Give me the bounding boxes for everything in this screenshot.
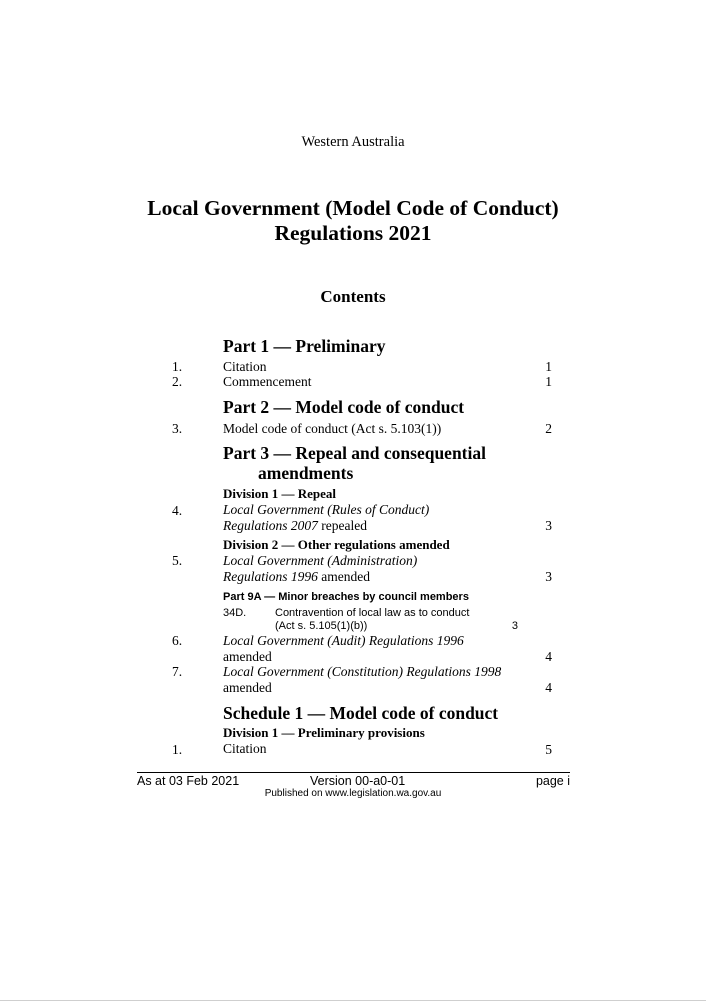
toc-entry-citation[interactable]: Citation xyxy=(223,359,267,374)
reg-entry-line-2: (Act s. 5.105(1)(b)) xyxy=(275,620,368,632)
toc-page-number: 4 xyxy=(545,649,552,664)
toc-entry-italic: Local Government (Audit) Regulations 1996 xyxy=(223,633,464,648)
part-3-heading[interactable] xyxy=(223,443,486,483)
reg-entry-34d[interactable] xyxy=(275,607,469,633)
toc-page-number: 1 xyxy=(545,359,552,374)
toc-page-number: 4 xyxy=(545,680,552,695)
toc-entry-suffix: amended xyxy=(223,680,272,695)
part-2-heading[interactable]: Part 2 — Model code of conduct xyxy=(223,397,465,417)
toc-number: 5. xyxy=(172,553,183,568)
toc-entry-constitution[interactable] xyxy=(223,664,501,696)
toc-page-number: 3 xyxy=(545,569,552,584)
toc-number: 2. xyxy=(172,374,183,389)
toc-number: 1. xyxy=(172,742,183,757)
toc-entry-italic: Regulations 2007 xyxy=(223,518,318,533)
footer-page-label: page i xyxy=(535,774,570,788)
footer-as-at: As at 03 Feb 2021 xyxy=(137,774,240,788)
toc-entry-suffix: repealed xyxy=(317,518,367,533)
reg-entry-line-1: Contravention of local law as to conduct xyxy=(275,607,470,619)
toc-number: 7. xyxy=(172,664,183,679)
toc-entry-audit[interactable] xyxy=(223,633,464,665)
toc-number: 6. xyxy=(172,633,183,648)
document-title xyxy=(0,196,706,246)
reg-page-number: 3 xyxy=(511,620,518,632)
toc-entry-repeal[interactable] xyxy=(223,502,429,534)
toc-number: 4. xyxy=(172,503,183,518)
title-line-2: Regulations 2021 xyxy=(274,221,432,245)
contents-heading: Contents xyxy=(320,287,386,306)
toc-entry-italic: Local Government (Rules of Conduct) xyxy=(223,502,430,517)
toc-entry-suffix: amended xyxy=(223,649,272,664)
part-9a-heading[interactable]: Part 9A — Minor breaches by council members xyxy=(223,591,469,603)
footer-divider xyxy=(137,772,570,773)
title-line-1: Local Government (Model Code of Conduct) xyxy=(147,196,559,220)
toc-page-number: 5 xyxy=(545,742,552,757)
part-3-heading-line-2: amendments xyxy=(258,463,354,483)
reg-number: 34D. xyxy=(223,607,247,619)
toc-number: 1. xyxy=(172,359,183,374)
division-1-heading[interactable]: Division 1 — Repeal xyxy=(223,486,337,501)
part-3-heading-line-1: Part 3 — Repeal and consequential xyxy=(223,443,486,463)
toc-entry-administration[interactable] xyxy=(223,553,417,585)
footer-published: Published on www.legislation.wa.gov.au xyxy=(264,788,442,799)
toc-entry-italic: Local Government (Administration) xyxy=(223,553,418,568)
page-bottom-edge xyxy=(0,1000,706,1001)
schedule-division-1-heading[interactable]: Division 1 — Preliminary provisions xyxy=(223,725,425,740)
toc-entry-italic: Local Government (Constitution) Regulations 1998 xyxy=(223,664,502,679)
toc-entry-suffix: amended xyxy=(317,569,370,584)
jurisdiction: Western Australia xyxy=(301,134,405,150)
schedule-1-heading[interactable]: Schedule 1 — Model code of conduct xyxy=(223,703,499,723)
part-1-heading[interactable]: Part 1 — Preliminary xyxy=(223,336,386,356)
toc-number: 3. xyxy=(172,421,183,436)
toc-page-number: 2 xyxy=(545,421,552,436)
footer-version: Version 00-a0-01 xyxy=(310,774,406,788)
toc-entry-model-code[interactable]: Model code of conduct (Act s. 5.103(1)) xyxy=(223,421,442,436)
toc-entry-commencement[interactable]: Commencement xyxy=(223,374,312,389)
toc-entry-italic: Regulations 1996 xyxy=(223,569,318,584)
toc-page-number: 1 xyxy=(545,374,552,389)
toc-page-number: 3 xyxy=(545,518,552,533)
division-2-heading[interactable]: Division 2 — Other regulations amended xyxy=(223,537,450,552)
toc-entry-schedule-citation[interactable]: Citation xyxy=(223,741,267,756)
